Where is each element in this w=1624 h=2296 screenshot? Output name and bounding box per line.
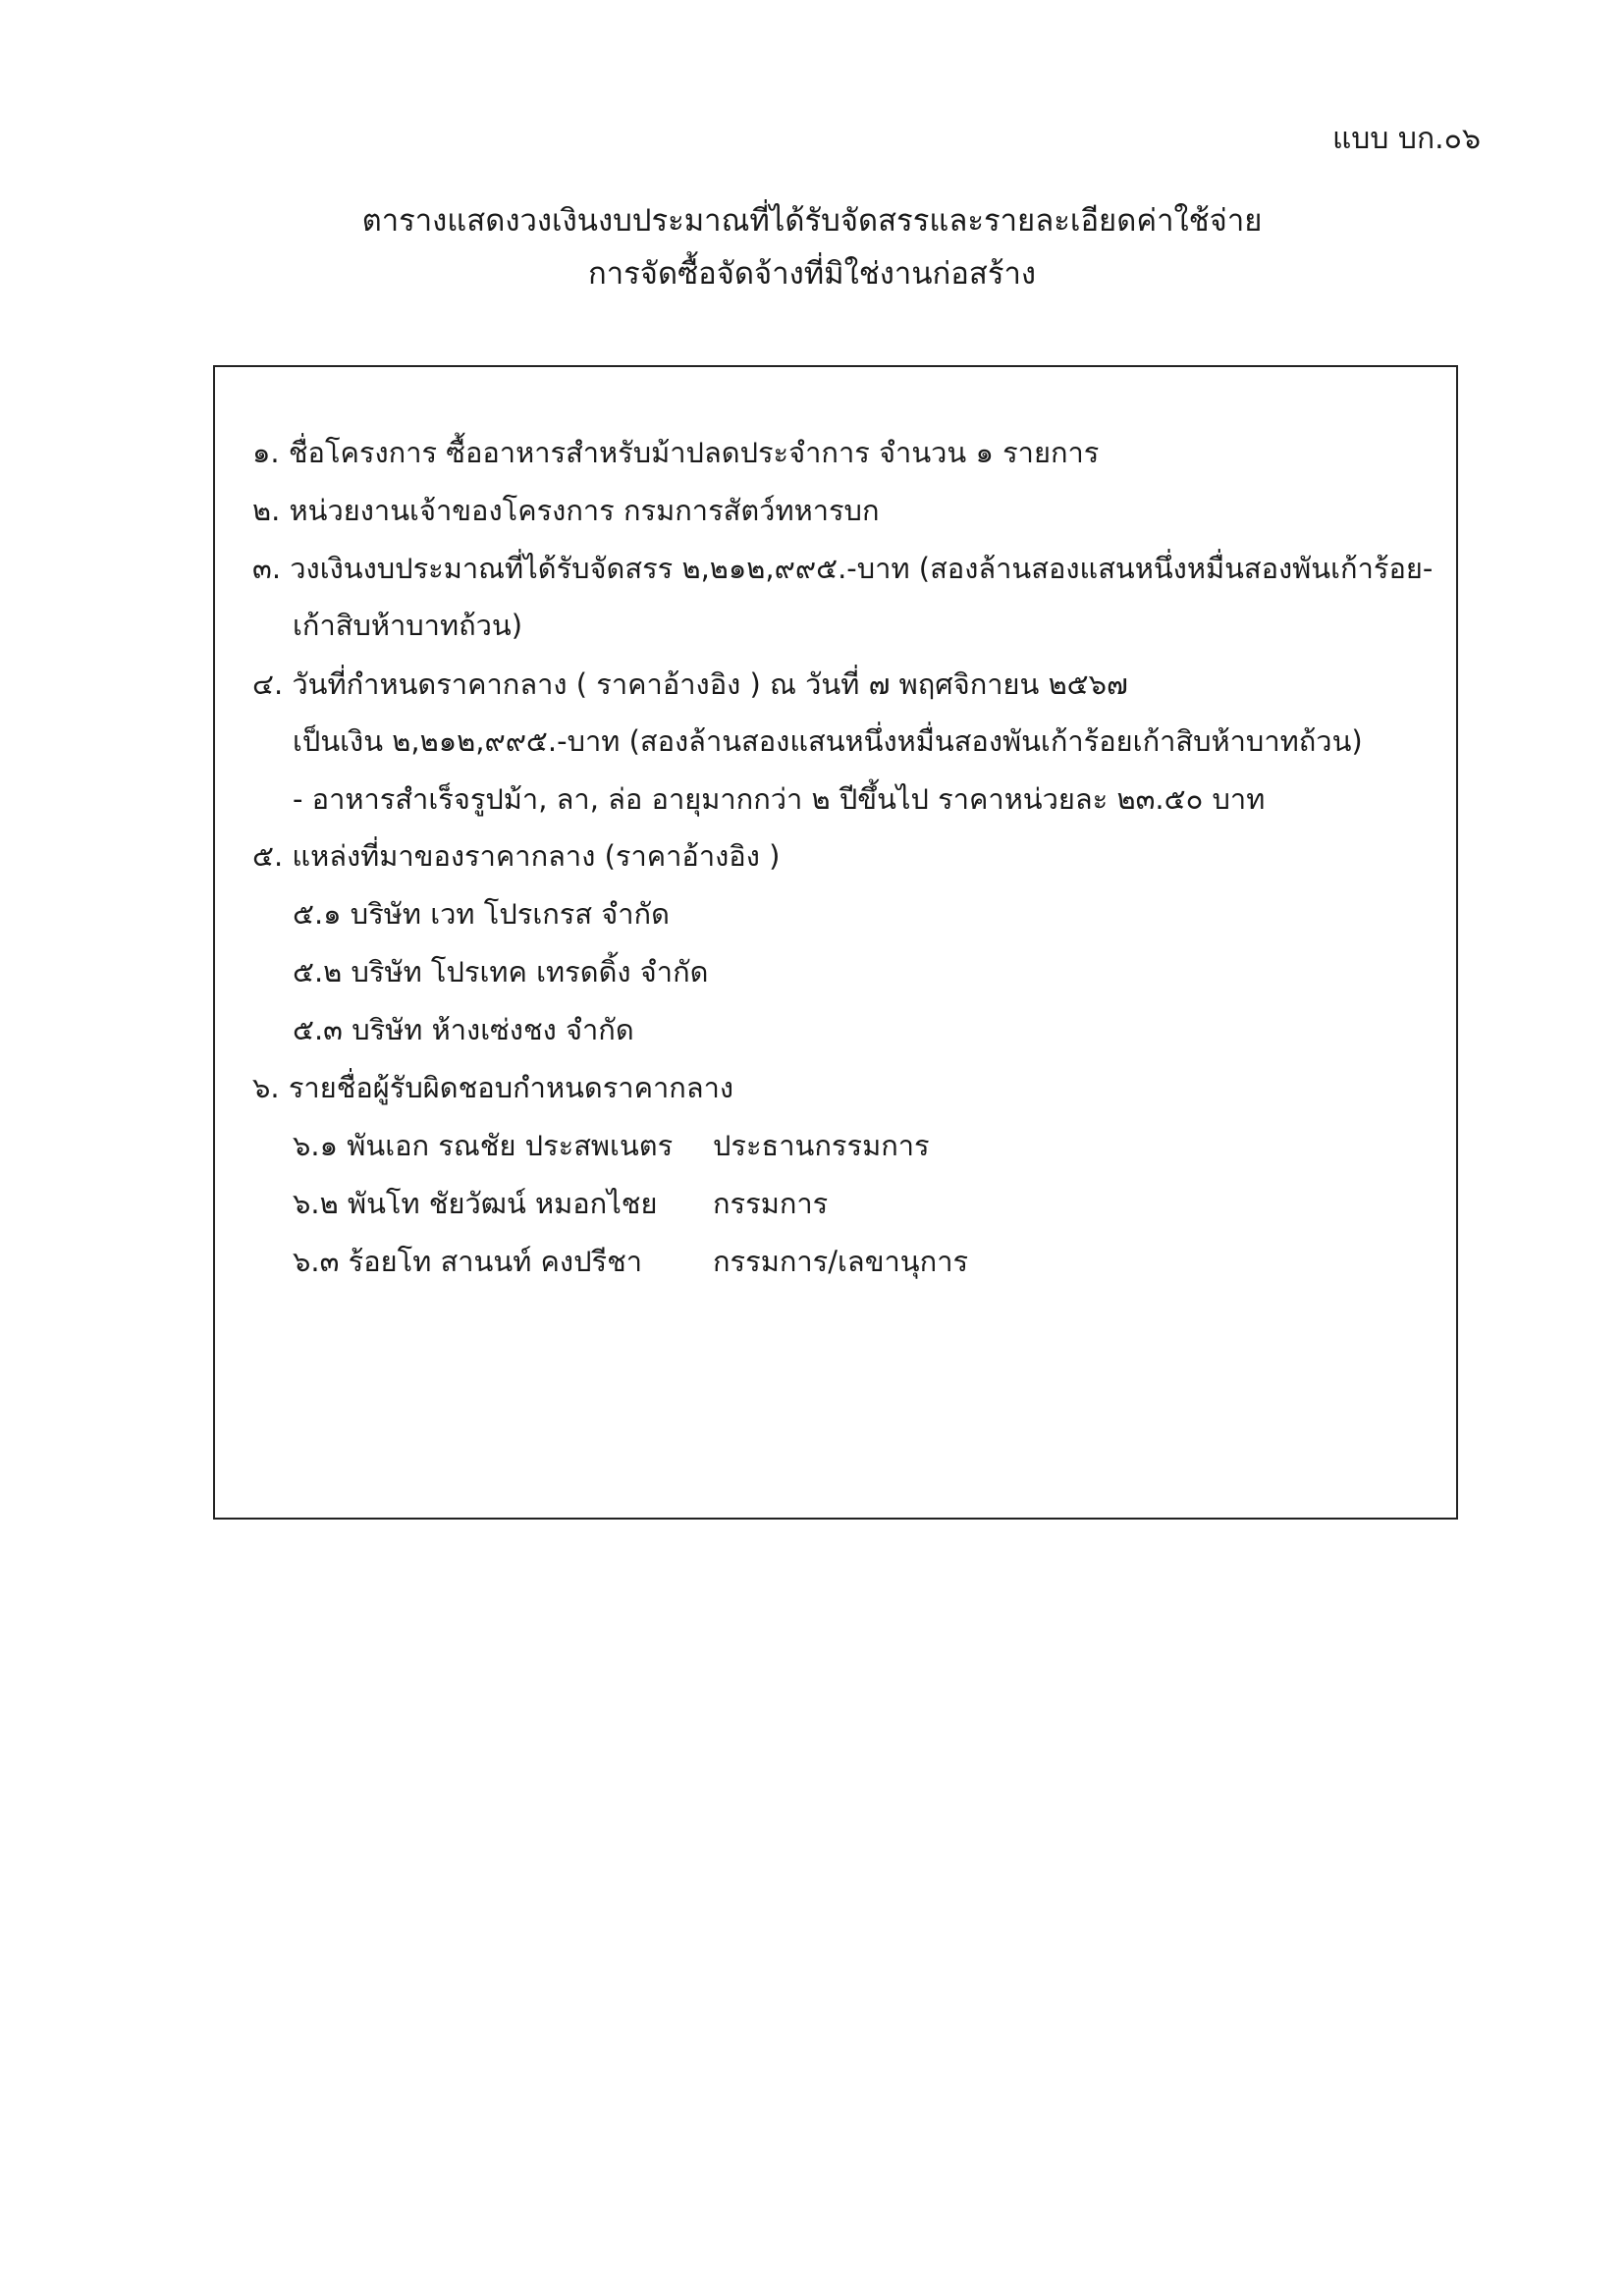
- budget-line-1: ๓. วงเงินงบประมาณที่ได้รับจัดสรร ๒,๒๑๒,๙๙๕.-บาท (สองล้านสองแสนหนึ่งหมื่นสองพันเก้าร้อย-: [252, 552, 1434, 585]
- committee-member-name: ๖.๒ พันโท ชัยวัฒน์ หมอกไชย: [293, 1187, 658, 1220]
- source-item: ๕.๒ บริษัท โปรเทค เทรดดิ้ง จำกัด: [293, 955, 709, 988]
- committee-member-role: กรรมการ/เลขานุการ: [713, 1245, 969, 1278]
- content-frame: [213, 365, 1458, 1520]
- median-price-date: ๔. วันที่กำหนดราคากลาง ( ราคาอ้างอิง ) ณ วันที่ ๗ พฤศจิกายน ๒๕๖๗: [252, 667, 1128, 701]
- form-code: แบบ บก.๐๖: [1331, 122, 1481, 156]
- source-item: ๕.๓ บริษัท ห้างเซ่งชง จำกัด: [293, 1013, 634, 1046]
- project-agency: ๒. หน่วยงานเจ้าของโครงการ กรมการสัตว์ทหารบก: [252, 494, 880, 527]
- budget-line-2: เก้าสิบห้าบาทถ้วน): [293, 609, 523, 642]
- project-name: ๑. ชื่อโครงการ ซื้ออาหารสำหรับม้าปลดประจำการ จำนวน ๑ รายการ: [252, 436, 1100, 469]
- committee-member-role: กรรมการ: [713, 1187, 829, 1220]
- sources-heading: ๕. แหล่งที่มาของราคากลาง (ราคาอ้างอิง ): [252, 839, 781, 873]
- committee-member-name: ๖.๑ พันเอก รณชัย ประสพเนตร: [293, 1129, 674, 1162]
- document-title-line-1: ตารางแสดงวงเงินงบประมาณที่ได้รับจัดสรรและรายละเอียดค่าใช้จ่าย: [361, 203, 1263, 239]
- document-title-line-2: การจัดซื้อจัดจ้างที่มิใช่งานก่อสร้าง: [587, 256, 1037, 292]
- committee-heading: ๖. รายชื่อผู้รับผิดชอบกำหนดราคากลาง: [252, 1071, 734, 1104]
- median-price-detail: - อาหารสำเร็จรูปม้า, ลา, ล่อ อายุมากกว่า ๒ ปีขึ้นไป ราคาหน่วยละ ๒๓.๕๐ บาท: [293, 782, 1266, 816]
- committee-member-role: ประธานกรรมการ: [713, 1129, 930, 1162]
- median-price-amount: เป็นเงิน ๒,๒๑๒,๙๙๕.-บาท (สองล้านสองแสนหนึ่งหมื่นสองพันเก้าร้อยเก้าสิบห้าบาทถ้วน): [293, 724, 1363, 758]
- committee-member-name: ๖.๓ ร้อยโท สานนท์ คงปรีชา: [293, 1245, 643, 1278]
- source-item: ๕.๑ บริษัท เวท โปรเกรส จำกัด: [293, 897, 670, 931]
